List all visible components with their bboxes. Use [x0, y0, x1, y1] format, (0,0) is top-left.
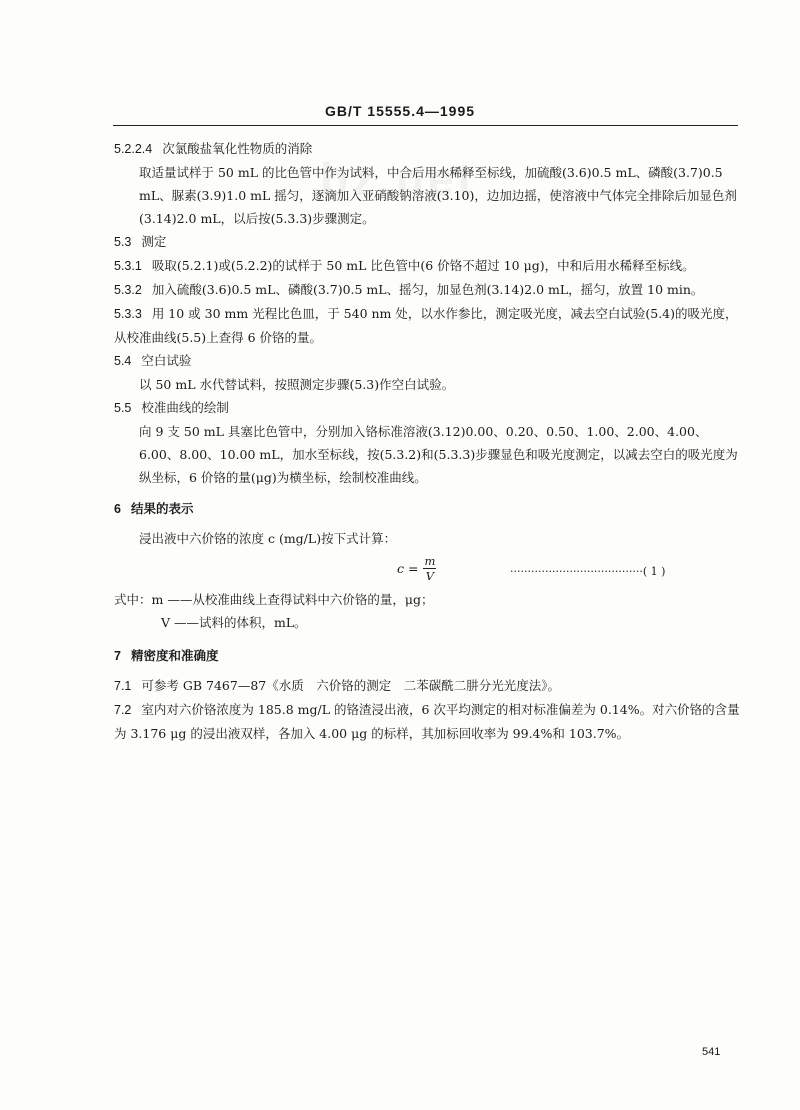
page-number: 541: [702, 1046, 721, 1058]
section-number: 5.3.1: [114, 259, 142, 273]
page-header: GB/T 15555.4—1995: [324, 103, 476, 119]
section-body: 用 10 或 30 mm 光程比色皿，于 540 nm 处，以水作参比，测定吸光度，减去空白试验(5.4)的吸光度，从校准曲线(5.5)上查得 6 价铬的量。: [114, 306, 738, 345]
section-5-3-2: [114, 278, 742, 302]
section-5-5-heading: [114, 396, 742, 420]
section-6-intro: 浸出液中六价铬的浓度 c (mg/L)按下式计算：: [139, 531, 397, 546]
watermark: bz.net: [320, 153, 477, 205]
section-5-3-1: [114, 254, 742, 278]
formula-lhs: c =: [397, 561, 419, 576]
section-body: 加入硫酸(3.6)0.5 mL、磷酸(3.7)0.5 mL、摇匀，加显色剂(3.14)2.0 mL，摇匀，放置 10 min。: [151, 282, 704, 297]
section-7-1: [114, 674, 742, 698]
section-title: 测定: [141, 234, 167, 249]
section-5-2-2-4-body: 取适量试样于 50 mL 的比色管中作为试料，中合后用水稀释至标线，加硫酸(3.6)0.5 mL、磷酸(3.7)0.5 mL、脲素(3.9)1.0 mL 摇匀，逐滴加入亚硝酸钠溶液(3.10)，边加边摇，使溶液中气体完全排除后加显色剂(3.14)2.0 mL，以后按(5.3.3)步骤测定。: [139, 165, 737, 226]
section-title: 校准曲线的绘制: [141, 400, 229, 415]
section-title: 次氯酸盐氧化性物质的消除: [162, 141, 313, 156]
section-title: 空白试验: [141, 353, 192, 368]
section-number: 7: [114, 649, 121, 663]
section-number: 5.5: [114, 401, 132, 415]
formula-where-v: V ——试料的体积，mL。: [161, 615, 307, 630]
section-number: 7.1: [114, 679, 132, 693]
section-5-4-heading: [114, 349, 742, 373]
header-rule: [113, 125, 738, 126]
section-7-2: [114, 698, 742, 745]
formula-expression: [397, 554, 436, 583]
section-title: 结果的表示: [130, 501, 194, 516]
section-body: 室内对六价铬浓度为 185.8 mg/L 的铬渣浸出液，6 次平均测定的相对标准偏差为 0.14%。对六价铬的含量为 3.176 μg 的浸出液双样，各加入 4.00 μg 的标样，其加标回收率为 99.4%和 103.7%。: [114, 702, 740, 741]
section-body: 吸取(5.2.1)或(5.2.2)的试样于 50 mL 比色管中(6 价铬不超过 10 μg)，中和后用水稀释至标线。: [151, 258, 695, 273]
section-5-5-body: 向 9 支 50 mL 具塞比色管中，分别加入铬标准溶液(3.12)0.00、0.20、0.50、1.00、2.00、4.00、6.00、8.00、10.00 mL，加水至标线，按(5.3.2)和(5.3.3)步骤显色和吸光度测定，以减去空白的吸光度为纵坐标，6 价铬的量(μg)为横坐标，绘制校准曲线。: [139, 424, 738, 485]
formula-where-m: 式中：m ——从校准曲线上查得试料中六价铬的量，μg；: [114, 592, 434, 607]
document-body: [114, 137, 742, 745]
section-number: 7.2: [114, 703, 132, 717]
section-5-2-2-4-heading: [114, 137, 742, 161]
section-body: 可参考 GB 7467—87《水质 六价铬的测定 二苯碳酰二肼分光光度法》。: [141, 678, 560, 693]
section-number: 5.3.2: [114, 283, 142, 297]
section-number: 5.3.3: [114, 307, 142, 321]
formula-fraction: [423, 554, 436, 583]
equation-number-leader: ······································( 1 ): [510, 565, 666, 578]
section-title: 精密度和准确度: [130, 648, 219, 663]
section-5-3-heading: [114, 230, 742, 254]
section-6-heading: [114, 497, 742, 521]
section-number: 5.2.2.4: [114, 142, 153, 156]
section-number: 5.3: [114, 235, 132, 249]
formula-denominator: V: [425, 569, 435, 583]
section-7-heading: [114, 644, 742, 668]
section-5-3-3: [114, 302, 742, 349]
formula-1: [114, 552, 742, 586]
formula-numerator: m: [424, 554, 436, 568]
section-number: 5.4: [114, 354, 132, 368]
section-5-4-body: 以 50 mL 水代替试料，按照测定步骤(5.3)作空白试验。: [139, 377, 455, 392]
section-number: 6: [114, 502, 121, 516]
